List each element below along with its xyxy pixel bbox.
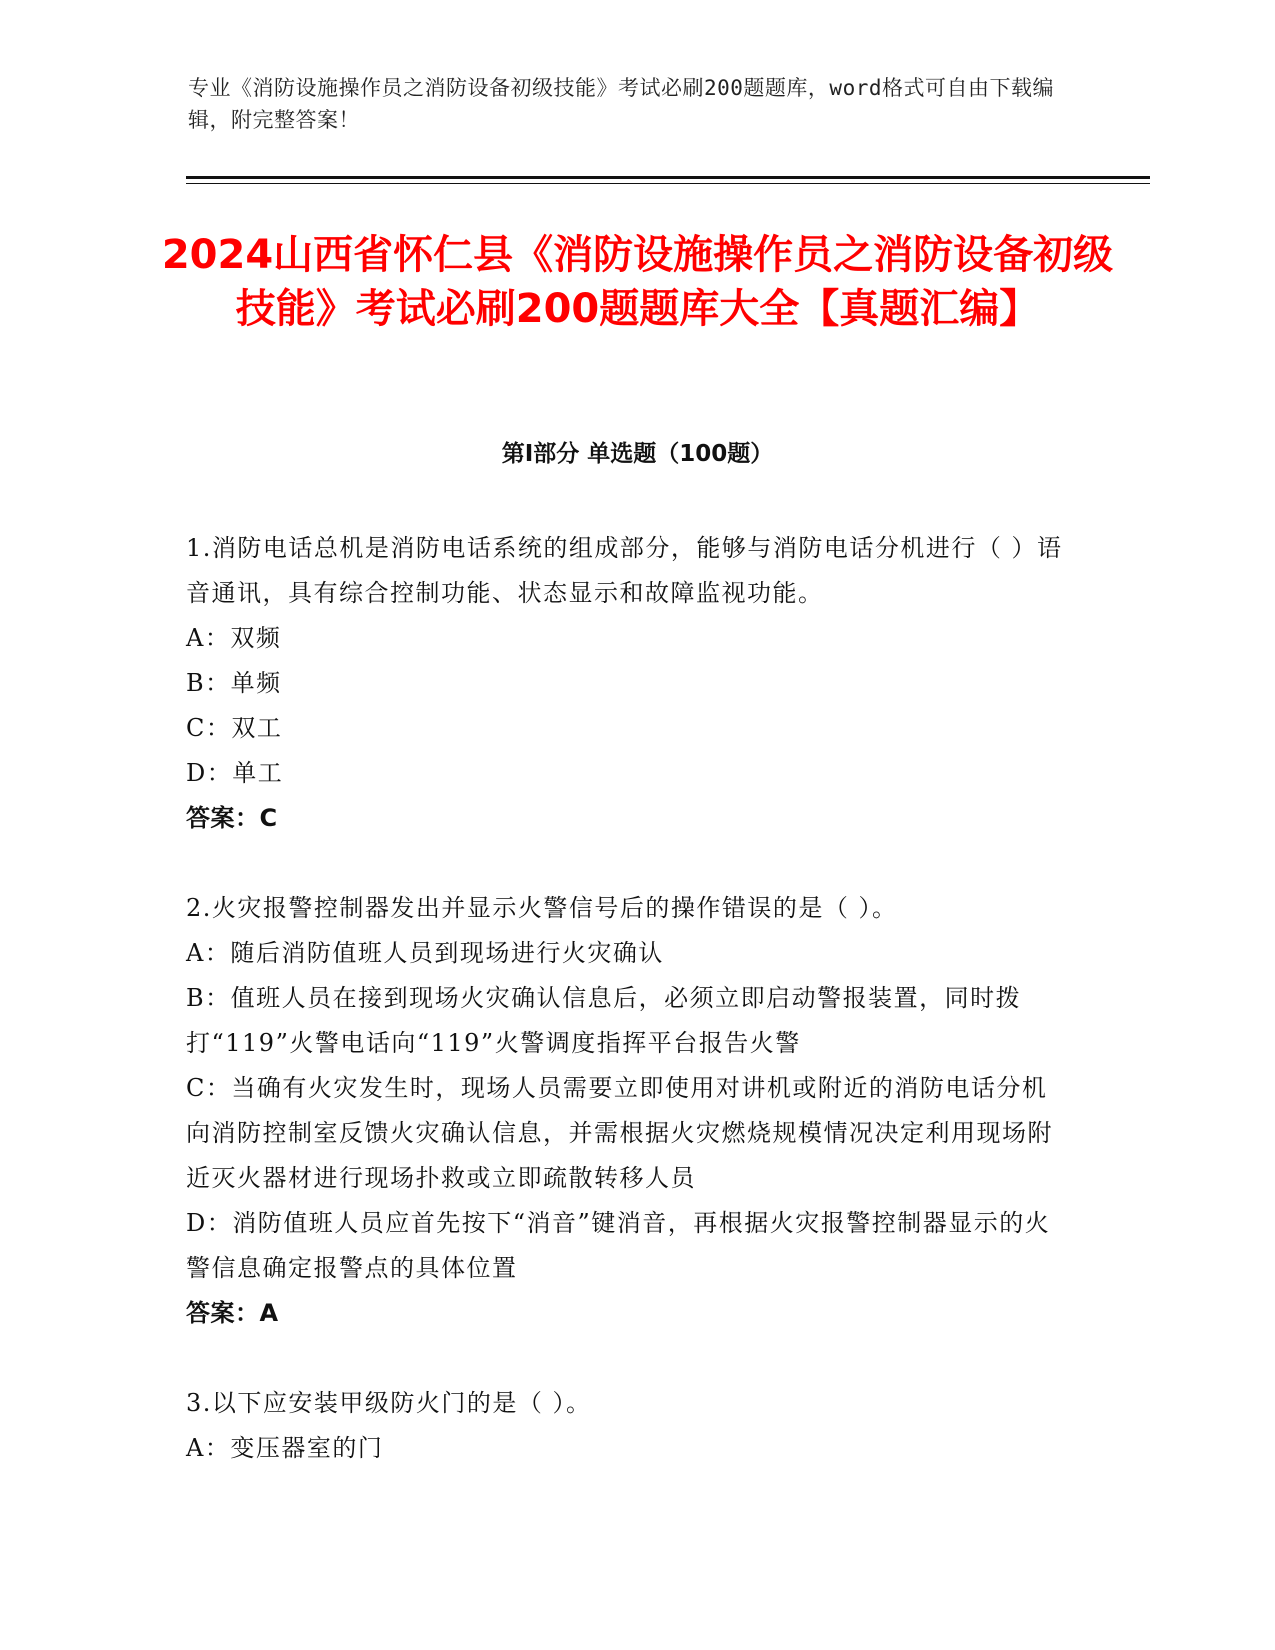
answer: 答案：C: [186, 804, 278, 832]
question-stem: 2.火灾报警控制器发出并显示火警信号后的操作错误的是（ ）。: [186, 894, 898, 922]
option-c: C：双工: [186, 714, 283, 742]
header-rule-thin: [186, 183, 1150, 184]
option-a: A：双频: [186, 624, 282, 652]
option-b: B：单频: [186, 669, 282, 697]
option-d: D：消防值班人员应首先按下“消音”键消音，再根据火灾报警控制器显示的火警信息确定报警点的具体位置: [186, 1209, 1051, 1282]
document-title: 2024山西省怀仁县《消防设施操作员之消防设备初级技能》考试必刷200题题库大全【真题汇编】: [161, 232, 1114, 332]
option-c: C：当确有火灾发生时，现场人员需要立即使用对讲机或附近的消防电话分机向消防控制室反馈火灾确认信息，并需根据火灾燃烧规模情况决定利用现场附近灭火器材进行现场扑救或立即疏散转移人员: [186, 1074, 1053, 1192]
question-3: [186, 1381, 1066, 1471]
answer: 答案：A: [186, 1299, 279, 1327]
option-b: B：值班人员在接到现场火灾确认信息后，必须立即启动警报装置，同时拨打“119”火警电话向“119”火警调度指挥平台报告火警: [186, 984, 1022, 1057]
question-stem: 1.消防电话总机是消防电话系统的组成部分，能够与消防电话分机进行（ ）语音通讯，具有综合控制功能、状态显示和故障监视功能。: [186, 534, 1063, 607]
question-list: [186, 526, 1066, 1471]
option-d: D：单工: [186, 759, 284, 787]
header-rule-thick: [186, 176, 1150, 179]
question-1: [186, 526, 1066, 841]
question-stem: 3.以下应安装甲级防火门的是（ ）。: [186, 1389, 592, 1417]
option-a: A：变压器室的门: [186, 1434, 384, 1462]
question-2: [186, 886, 1066, 1336]
section-heading: 第I部分 单选题（100题）: [501, 441, 774, 467]
header-note: 专业《消防设施操作员之消防设备初级技能》考试必刷200题题库，word格式可自由下载编辑，附完整答案！: [188, 76, 1054, 132]
option-a: A：随后消防值班人员到现场进行火灾确认: [186, 939, 664, 967]
